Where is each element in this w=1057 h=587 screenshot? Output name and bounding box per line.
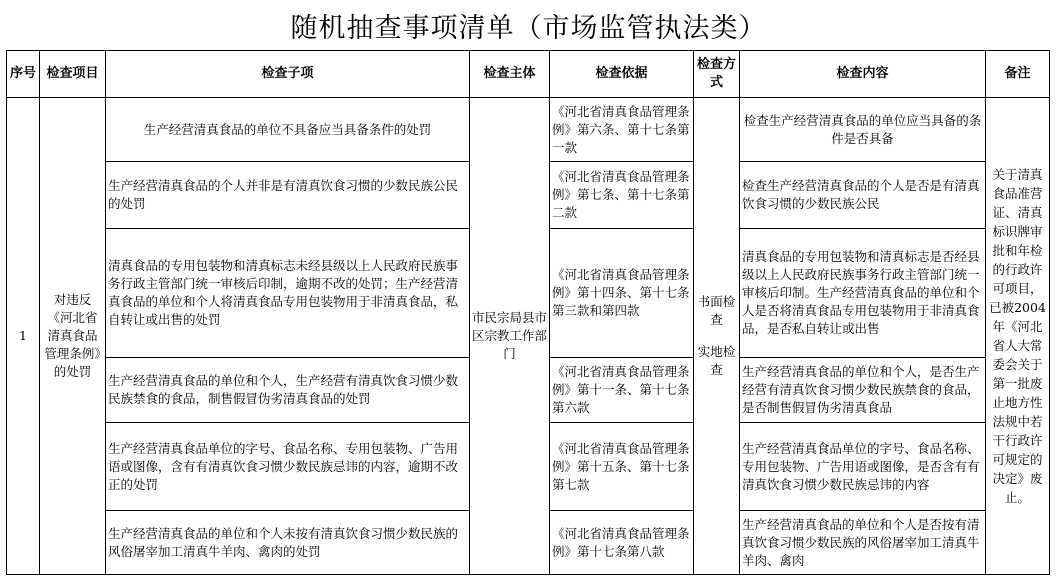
basis-cell: 《河北省清真食品管理条例》第七条、第十七条第二款 <box>550 162 694 229</box>
subitem-cell: 生产经营清真食品的个人并非是有清真饮食习惯的少数民族公民的处罚 <box>106 162 470 229</box>
header-content: 检查内容 <box>740 51 986 98</box>
inspection-table <box>6 50 1050 575</box>
content-cell: 生产经营清真食品的单位和个人，是否生产经营有清真饮食习惯少数民族禁食的食品，是否制售假冒伪劣清真食品 <box>740 358 986 423</box>
method-written: 书面检查 <box>697 294 736 327</box>
subitem-cell: 生产经营清真食品的单位和个人未按有清真饮食习惯少数民族的风俗屠宰加工清真牛羊肉、禽肉的处罚 <box>106 511 470 575</box>
subitem-cell: 生产经营清真食品的单位不具备应当具备条件的处罚 <box>106 98 470 162</box>
header-item: 检查项目 <box>40 51 106 98</box>
subitem-cell: 生产经营清真食品单位的字号、食品名称、专用包装物、广告用语或图像，含有有清真饮食习惯少数民族忌讳的内容，逾期不改正的处罚 <box>106 423 470 511</box>
row-remark: 关于清真食品准营证、清真标识牌审批和年检的行政许可项目，已被2004年《河北省人大常委会关于第一批废止地方性法规中若干行政许可规定的决定》废止。 <box>986 98 1050 575</box>
content-cell: 清真食品的专用包装物和清真标志是否经县级以上人民政府民族事务行政主管部门统一审核后印制。生产经营清真食品的单位和个人是否将清真食品专用包装物用于非清真食品，是否私自转让或出售 <box>740 229 986 358</box>
basis-cell: 《河北省清真食品管理条例》第十七条第八款 <box>550 511 694 575</box>
header-row <box>7 51 1050 98</box>
subitem-cell: 生产经营清真食品的单位和个人，生产经营有清真饮食习惯少数民族禁食的食品，制售假冒伪劣清真食品的处罚 <box>106 358 470 423</box>
row-item: 对违反《河北省清真食品管理条例》的处罚 <box>40 98 106 575</box>
content-cell: 生产经营清真食品单位的字号、食品名称、专用包装物、广告用语或图像，是否含有有清真饮食习惯少数民族忌讳的内容 <box>740 423 986 511</box>
basis-cell: 《河北省清真食品管理条例》第十一条、第十七条第六款 <box>550 358 694 423</box>
row-method <box>694 98 740 575</box>
page-title: 随机抽查事项清单（市场监管执法类） <box>290 12 767 44</box>
content-cell: 生产经营清真食品的单位和个人是否按有清真饮食习惯少数民族的风俗屠宰加工清真牛羊肉、禽肉 <box>740 511 986 575</box>
row-seq: 1 <box>7 98 40 575</box>
header-remark: 备注 <box>986 51 1050 98</box>
header-subitem: 检查子项 <box>106 51 470 98</box>
header-basis: 检查依据 <box>550 51 694 98</box>
basis-cell: 《河北省清真食品管理条例》第十四条、第十七条第三款和第四款 <box>550 229 694 358</box>
method-onsite: 实地检查 <box>697 344 736 377</box>
content-cell: 检查生产经营清真食品的单位应当具备的条件是否具备 <box>740 98 986 162</box>
basis-cell: 《河北省清真食品管理条例》第十五条、第十七条第七款 <box>550 423 694 511</box>
header-seq: 序号 <box>7 51 40 98</box>
row-subject: 市民宗局县市区宗教工作部门 <box>470 98 550 575</box>
basis-cell: 《河北省清真食品管理条例》第六条、第十七条第一款 <box>550 98 694 162</box>
header-method: 检查方式 <box>694 51 740 98</box>
subitem-cell: 清真食品的专用包装物和清真标志未经县级以上人民政府民族事务行政主管部门统一审核后印制，逾期不改的处罚；生产经营清真食品的单位和个人将清真食品专用包装物用于非清真食品，私自转让或出售的处罚 <box>106 229 470 358</box>
header-subject: 检查主体 <box>470 51 550 98</box>
content-cell: 检查生产经营清真食品的个人是否是有清真饮食习惯的少数民族公民 <box>740 162 986 229</box>
table-row <box>7 98 1050 162</box>
